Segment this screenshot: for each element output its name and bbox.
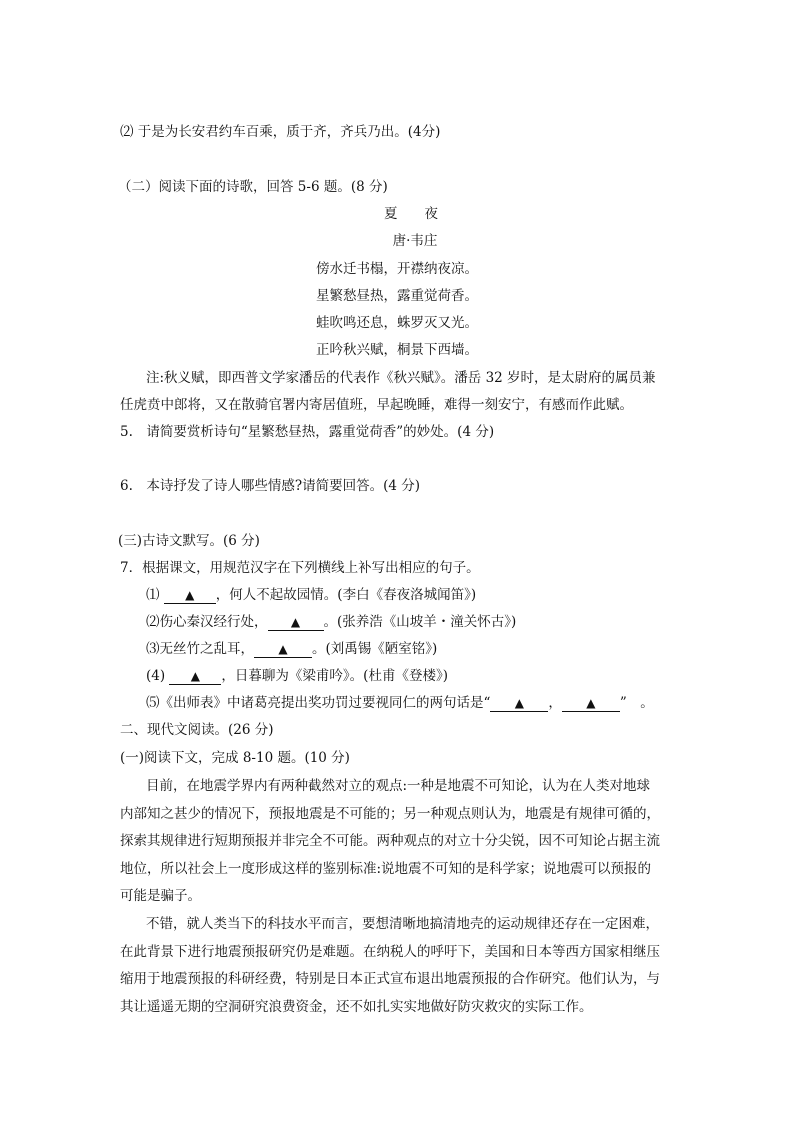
answer-blank[interactable] bbox=[254, 641, 312, 658]
poem-line: 蛙吹鸣还息，蛛罗灭又光。 bbox=[316, 315, 478, 331]
triangle-icon: ▲ bbox=[290, 615, 301, 629]
paragraph-line: 目前，在地震学界内有两种截然对立的观点:一种是地震不可知论，认为在人类对地球 bbox=[146, 778, 651, 794]
answer-blank[interactable] bbox=[562, 695, 620, 712]
part-2-header: 二、现代文阅读。(26 分) bbox=[120, 722, 274, 738]
question-6: 6. 本诗抒发了诗人哪些情感?请简要回答。(4 分) bbox=[120, 478, 421, 494]
fill-item-4: (4) ▲ ，日暮聊为《梁甫吟》。(杜甫《登楼》) bbox=[146, 668, 448, 684]
paragraph-line: 可能是骗子。 bbox=[120, 888, 201, 904]
paragraph-line: 其让遥遥无期的空洞研究浪费资金，还不如扎实实地做好防灾救灾的实际工作。 bbox=[120, 999, 593, 1015]
question-5: 5. 请简要赏析诗句“星繁愁昼热，露重觉荷香”的妙处。(4 分) bbox=[120, 424, 495, 440]
fill-item-5: ⑸《出师表》中诸葛亮提出奖功罚过要视同仁的两句话是“ ▲ ， ▲ ” 。 bbox=[146, 695, 654, 711]
answer-blank[interactable] bbox=[490, 695, 548, 712]
triangle-icon: ▲ bbox=[278, 642, 288, 656]
fill-item-1: ⑴ ▲ ，何人不起故园情。(李白《春夜洛城闻笛》) bbox=[146, 587, 477, 603]
poem-line: 傍水迁书榻，开襟纳夜凉。 bbox=[316, 261, 478, 277]
paragraph-line: 在此背景下进行地震预报研究仍是难题。在纳税人的呼吁下，美国和日本等西方国家相继压 bbox=[120, 944, 660, 960]
poem-note: 注:秋义赋，即西普文学家潘岳的代表作《秋兴赋》。潘岳 32 岁时，是太尉府的属员兼 bbox=[146, 370, 656, 386]
triangle-icon: ▲ bbox=[190, 669, 201, 683]
poem-note: 任虎贲中郎将，又在散骑官署内寄居值班，早起晚睡，难得一刻安宁，有感而作此赋。 bbox=[120, 397, 633, 413]
paragraph-line: 内部知之甚少的情况下，预报地震是不可能的；另一种观点则认为，地震是有规律可循的， bbox=[120, 806, 660, 822]
section-3-header: (三)古诗文默写。(6 分) bbox=[118, 533, 260, 549]
question-7: 7．根据课文，用规范汉字在下列横线上补写出相应的句子。 bbox=[120, 560, 480, 576]
paragraph-line: 缩用于地震预报的科研经费，特别是日本正式宣布退出地震预报的合作研究。他们认为，与 bbox=[120, 971, 660, 987]
fill-item-3: ⑶无丝竹之乱耳， ▲ 。(刘禹锡《陋室铭》) bbox=[146, 641, 438, 657]
section-2-header: （二）阅读下面的诗歌，回答 5-6 题。(8 分) bbox=[118, 179, 388, 195]
paragraph-line: 不错，就人类当下的科技水平而言，要想清晰地搞清地壳的运动规律还存在一定困难， bbox=[146, 916, 659, 932]
triangle-icon: ▲ bbox=[586, 696, 596, 710]
triangle-icon: ▲ bbox=[185, 588, 195, 602]
answer-blank[interactable] bbox=[268, 614, 324, 631]
answer-blank[interactable] bbox=[169, 668, 221, 685]
paragraph-line: 探索其规律进行短期预报并非完全不可能。两种观点的对立十分尖锐，因不可知论占据主流 bbox=[120, 833, 660, 849]
fill-item-2: ⑵伤心秦汉经行处， ▲ 。(张养浩《山坡羊・潼关怀古》) bbox=[146, 614, 517, 630]
poem-line: 星繁愁昼热，露重觉荷香。 bbox=[316, 288, 478, 304]
poem-author: 唐·韦庄 bbox=[392, 233, 438, 249]
answer-blank[interactable] bbox=[164, 587, 216, 604]
triangle-icon: ▲ bbox=[514, 696, 525, 710]
paragraph-line: 地位，所以社会上一度形成这样的鉴别标准:说地震不可知的是科学家；说地震可以预报的 bbox=[120, 861, 652, 877]
poem-line: 正吟秋兴赋，桐景下西墙。 bbox=[316, 342, 478, 358]
question-4-2: ⑵ 于是为长安君约车百乘，质于齐，齐兵乃出。(4分) bbox=[120, 124, 441, 140]
subsection-1-header: (一)阅读下文，完成 8-10 题。(10 分) bbox=[120, 750, 350, 766]
poem-title: 夏 夜 bbox=[384, 206, 438, 222]
